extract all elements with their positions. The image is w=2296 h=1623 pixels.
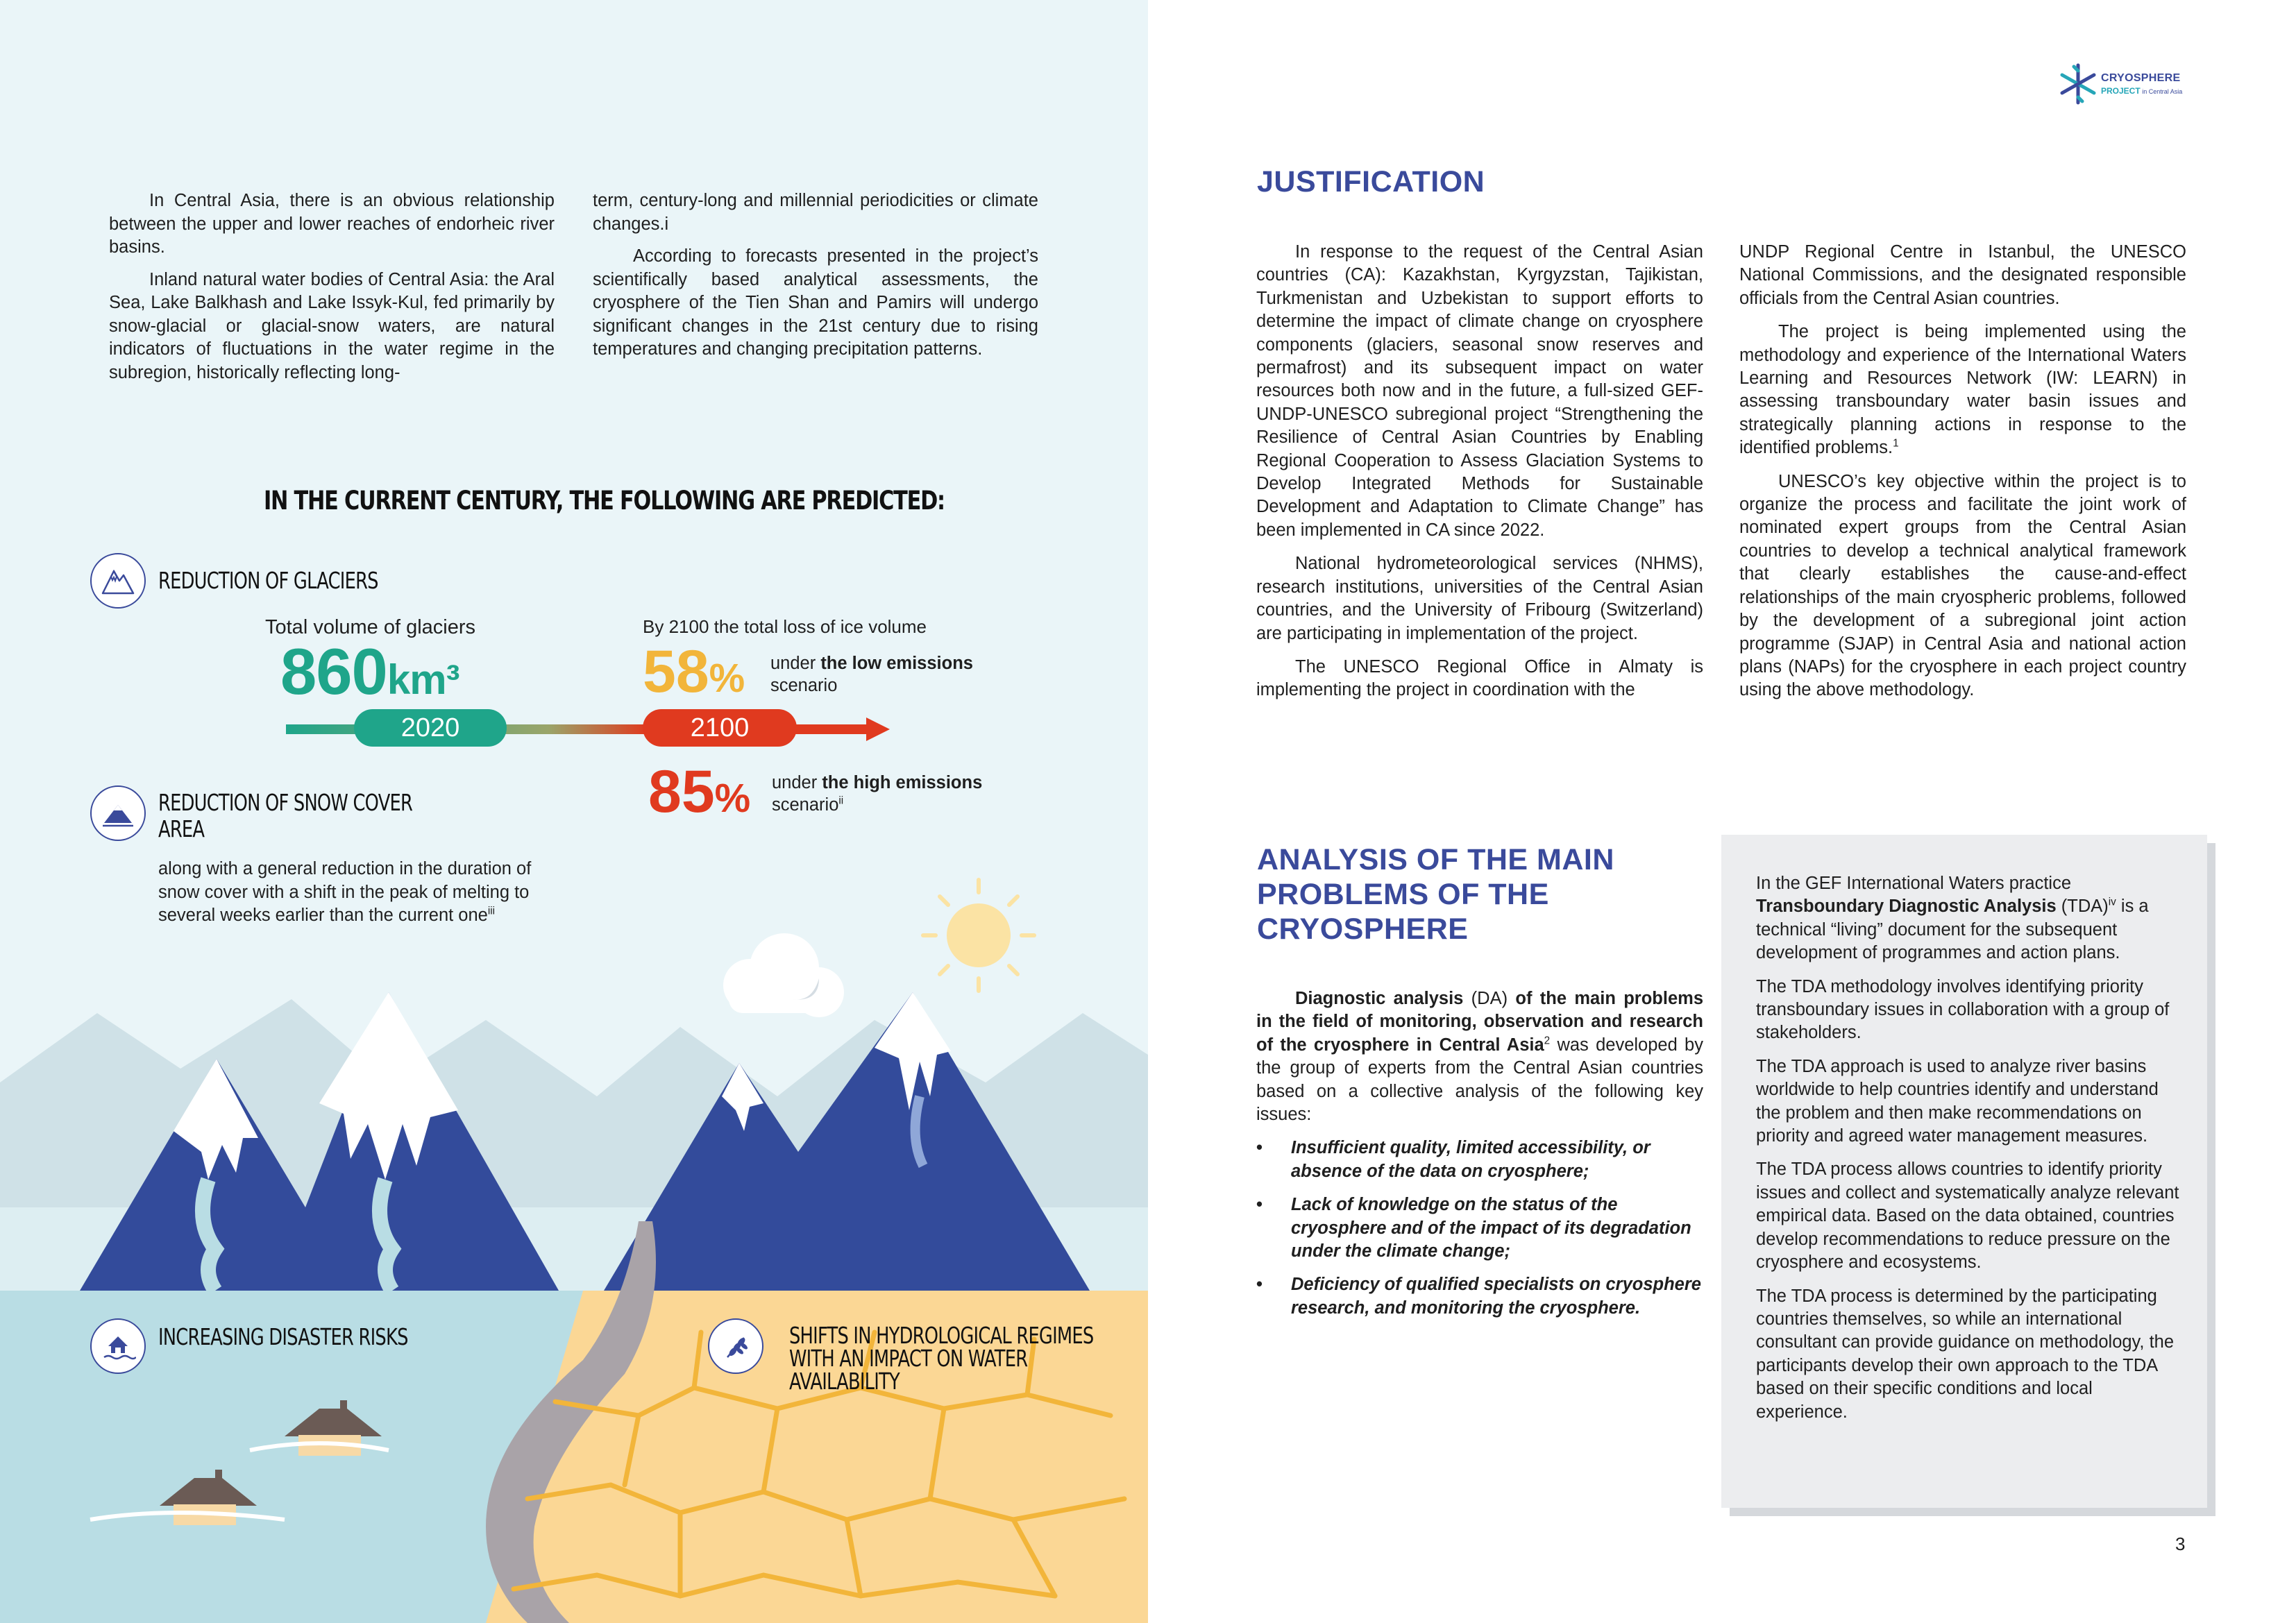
tda-paragraph-4: The TDA process allows countries to identify priority issues and collect and systematically analyze relevant empirical data. Based on the data obtained, countries develop recommendations to reduce pressure on the cryosphere and ecosystems. [1756,1159,2179,1273]
logo-subtitle-suffix: in Central Asia [2140,88,2183,95]
high-scenario-unit: % [714,776,751,821]
tda-text [1756,872,2186,1434]
predictions-title: IN THE CURRENT CENTURY, THE FOLLOWING ARE PREDICTED: [264,486,945,516]
glaciers-heading: REDUCTION OF GLACIERS [158,567,378,594]
high-scenario-percent [648,760,750,831]
analysis-intro-bold-2: of the main problems in the field of monitoring, observation and research of the cryosphere in Central Asia [1256,989,1703,1055]
snowflake-logo-icon [2057,60,2099,108]
right-page [1148,0,2296,1623]
low-scenario-percent [643,640,745,711]
high-scenario-footnote: ii [838,794,844,807]
tda-paragraph-1-post: is a technical “living” document for the subsequent development of programmes and action plans. [1756,897,2149,963]
justification-paragraph-6: UNESCO’s key objective within the project is to organize the process and facilitate the joint work of nominated expert groups from the Central Asian countries to develop a technical analytical framework that clearly establishes the cause-and-effect relationships of the main cryospheric problems, followed by the development of a subregional joint action programme (SJAP) in Central Asia and national action plans (NAPs) for the cryosphere in each project country using the above methodology. [1739,471,2186,700]
mountain-icon [90,553,146,609]
justification-column-1 [1256,241,1703,713]
high-scenario-bold: the high emissions [822,773,983,792]
tda-paragraph-2: The TDA methodology involves identifying priority transboundary issues in collaboration with a group of stakeholders. [1756,976,2170,1043]
wheat-icon [708,1318,763,1374]
tda-paragraph-1-pre: In the GEF International Waters practice [1756,874,2072,893]
tda-paragraph-1 [1756,872,2186,965]
analysis-title-line-2: PROBLEMS OF THE [1257,878,1549,911]
glacier-total-value [280,637,459,715]
justification-paragraph-2: National hydrometeorological services (NHMS), research institutions, universities of the Central Asian countries, and the University of Fribourg (Switzerland) are participating in implementation of the project. [1256,554,1703,643]
tda-paragraph-5: The TDA process is determined by the participating countries themselves, so while an international consultant can provide guidance on methodology, the participants develop their own approach to the TDA based on their specific conditions and local experience. [1756,1286,2175,1422]
analysis-intro [1256,987,1703,1126]
glacier-total-unit: km³ [387,656,459,703]
justification-paragraph-1: In response to the request of the Central Asian countries (CA): Kazakhstan, Kyrgyzstan, Tajikistan, Turkmenistan and Uzbekistan to support efforts to determine the impact of climate change on cryosphere components (glaciers, seasonal snow reserves and permafrost) and its subsequent impact on water resources both now and in the future, a full-sized GEF-UNDP-UNESCO subregional project “Strengthening the Resilience of Central Asian Countries by Enabling Regional Cooperation to Assess Glaciation Systems to Develop Integrated Methods for Sustainable Development and Adaptation to Climate Change” has been implemented in CA since 2022. [1256,242,1703,540]
snow-hill-icon [90,785,146,841]
justification-paragraph-3: The UNESCO Regional Office in Almaty is implementing the project in coordination with the [1256,656,1703,700]
hydro-heading-line-1: SHIFTS IN HYDROLOGICAL REGIMES [789,1322,1094,1349]
list-item: • Lack of knowledge on the status of the cryosphere and of the impact of its degradation under the climate change; [1256,1193,1703,1263]
analysis-body [1256,987,1703,1330]
logo-subtitle-main: PROJECT [2101,86,2141,96]
analysis-intro-rest: was developed by the group of experts from the Central Asian countries based on a collective analysis of the following key issues: [1256,1035,1703,1125]
disaster-heading: INCREASING DISASTER RISKS [158,1323,408,1350]
year-2020-pill: 2020 [354,709,507,747]
tda-term: Transboundary Diagnostic Analysis [1756,897,2057,917]
hydro-heading-line-3: AVAILABILITY [789,1368,900,1395]
analysis-title [1257,842,1614,946]
list-item: • Insufficient quality, limited accessibility, or absence of the data on cryosphere; [1256,1137,1703,1183]
tda-footnote: iv [2108,896,2116,908]
hydro-heading-line-2: WITH AN IMPACT ON WATER [789,1345,1028,1372]
intro-paragraph-4: According to forecasts presented in the project’s scientifically based analytical assessments, the cryosphere of the Tien Shan and Pamirs will undergo significant changes in the 21st century due to rising temperatures and changing precipitation patterns. [593,246,1038,359]
logo-title: CRYOSPHERE [2101,72,2181,84]
intro-column-2 [593,189,1038,371]
analysis-intro-bold-1: Diagnostic analysis [1295,989,1464,1008]
low-scenario-number: 58 [643,638,709,705]
high-scenario-text [772,772,982,816]
intro-column-1 [109,189,555,393]
analysis-title-line-3: CRYOSPHERE [1257,912,1469,946]
analysis-intro-abbrev: (DA) [1463,989,1516,1008]
justification-column-2 [1739,241,2186,713]
key-issues-list [1256,1137,1703,1320]
high-scenario-post: scenario [772,795,839,815]
analysis-title-line-1: ANALYSIS OF THE MAIN [1257,843,1614,876]
low-scenario-text [770,652,973,697]
high-scenario-pre: under [772,773,822,792]
intro-paragraph-1: In Central Asia, there is an obvious relationship between the upper and lower reaches of endorheic river basins. [109,191,555,257]
justification-paragraph-5 [1739,321,2186,459]
low-scenario-post: scenario [770,676,838,695]
justification-paragraph-4: UNDP Regional Centre in Istanbul, the UNESCO National Commissions, and the designated responsible officials from the Central Asian countries. [1739,242,2186,308]
year-2100-pill: 2100 [643,709,797,747]
ice-loss-label: By 2100 the total loss of ice volume [643,616,927,637]
low-scenario-bold: the low emissions [820,654,973,673]
sun-icon [923,880,1034,991]
low-scenario-unit: % [709,656,745,701]
justification-paragraph-5-text: The project is being implemented using the methodology and experience of the International Waters Learning and Resources Network (IW: LEARN) in assessing transboundary water basin issues and strategically planning actions in response to the identified problems. [1739,322,2186,458]
house-flood-icon [90,1318,146,1374]
high-scenario-number: 85 [648,758,715,825]
tda-abbrev: (TDA) [2056,897,2109,917]
justification-title: JUSTIFICATION [1257,165,1485,198]
intro-paragraph-3: term, century-long and millennial periodicities or climate changes.i [593,191,1038,234]
glacier-total-number: 860 [280,635,387,708]
logo-subtitle [2101,86,2182,96]
snow-body-text: along with a general reduction in the duration of snow cover with a shift in the peak of melting to several weeks earlier than the current one [158,859,532,925]
hydro-heading [789,1324,1093,1393]
justification-footnote-1: 1 [1893,437,1899,450]
cloud-icon [723,933,844,1017]
snow-heading-line-1: REDUCTION OF SNOW COVER [158,789,413,816]
snow-heading [158,790,412,842]
snow-footnote: iii [487,905,496,917]
glacier-total-label: Total volume of glaciers [265,616,476,638]
intro-paragraph-2: Inland natural water bodies of Central Asia: the Aral Sea, Lake Balkhash and Lake Issyk-Kul, fed primarily by snow-glacial or glacial-snow waters, are natural indicators of fluctuations in the water regime in the subregion, historically reflecting long- [109,269,555,382]
analysis-footnote: 2 [1544,1035,1551,1047]
page-number: 3 [2175,1533,2186,1554]
snow-heading-line-2: AREA [158,815,205,842]
tda-paragraph-3: The TDA approach is used to analyze river basins worldwide to help countries identify and understand the problem and then make recommendations on priority and agreed water management measures. [1756,1056,2159,1146]
snow-body [158,858,561,928]
list-item: • Deficiency of qualified specialists on cryosphere research, and monitoring the cryosphere. [1256,1273,1703,1320]
low-scenario-pre: under [770,654,821,673]
